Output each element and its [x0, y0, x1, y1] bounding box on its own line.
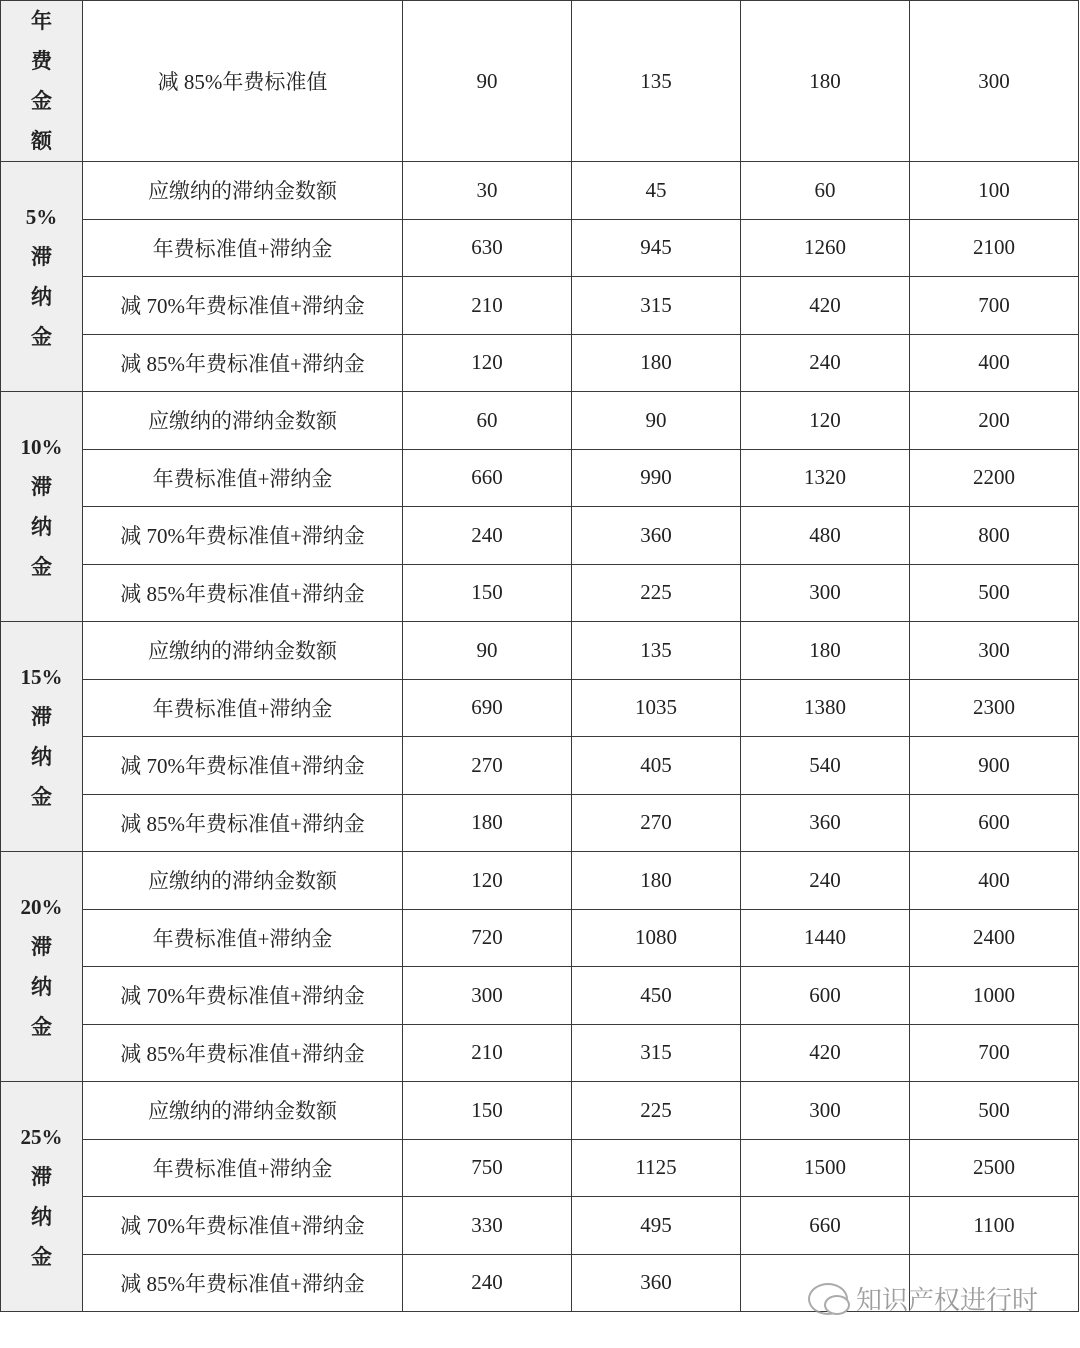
cell-value: 90 — [572, 392, 741, 450]
row-label: 减 85%年费标准值+滞纳金 — [83, 334, 403, 392]
table-row — [1, 1254, 1079, 1312]
cell-value: 330 — [403, 1197, 572, 1255]
cell-value: 900 — [910, 737, 1079, 795]
cell-value: 2500 — [910, 1139, 1079, 1197]
cell-value: 945 — [572, 219, 741, 277]
cell-value: 450 — [572, 967, 741, 1025]
row-label: 应缴纳的滞纳金数额 — [83, 622, 403, 680]
cell-value: 700 — [910, 277, 1079, 335]
cell-value: 2200 — [910, 449, 1079, 507]
row-label: 应缴纳的滞纳金数额 — [83, 162, 403, 220]
row-label: 年费标准值+滞纳金 — [83, 1139, 403, 1197]
table-row — [1, 1197, 1079, 1255]
cell-value: 2300 — [910, 679, 1079, 737]
cell-value: 1100 — [910, 1197, 1079, 1255]
row-label: 减 85%年费标准值+滞纳金 — [83, 794, 403, 852]
cell-value: 1440 — [741, 909, 910, 967]
cell-value: 180 — [572, 852, 741, 910]
cell-value: 60 — [741, 162, 910, 220]
table-row — [1, 564, 1079, 622]
table-row — [1, 449, 1079, 507]
cell-value — [910, 1254, 1079, 1312]
cell-value: 400 — [910, 334, 1079, 392]
cell-value: 240 — [403, 507, 572, 565]
cell-value: 135 — [572, 622, 741, 680]
cell-value: 750 — [403, 1139, 572, 1197]
row-label: 年费标准值+滞纳金 — [83, 909, 403, 967]
table-row — [1, 852, 1079, 910]
cell-value: 720 — [403, 909, 572, 967]
cell-value: 1000 — [910, 967, 1079, 1025]
group-label: 15% 滞 纳 金 — [1, 622, 83, 852]
cell-value: 660 — [741, 1197, 910, 1255]
row-label: 减 70%年费标准值+滞纳金 — [83, 507, 403, 565]
watermark: 知识产权进行时 — [808, 1280, 1038, 1317]
table-row — [1, 392, 1079, 450]
cell-value: 180 — [741, 622, 910, 680]
table-row — [1, 1139, 1079, 1197]
table-row — [1, 967, 1079, 1025]
cell-value: 90 — [403, 1, 572, 162]
cell-value: 210 — [403, 1024, 572, 1082]
table-row — [1, 162, 1079, 220]
cell-value: 660 — [403, 449, 572, 507]
cell-value: 360 — [572, 507, 741, 565]
cell-value: 180 — [741, 1, 910, 162]
cell-value: 300 — [741, 1082, 910, 1140]
row-label: 应缴纳的滞纳金数额 — [83, 852, 403, 910]
row-label: 应缴纳的滞纳金数额 — [83, 392, 403, 450]
table-row — [1, 909, 1079, 967]
cell-value: 420 — [741, 277, 910, 335]
row-label: 减 70%年费标准值+滞纳金 — [83, 1197, 403, 1255]
cell-value: 1320 — [741, 449, 910, 507]
cell-value: 600 — [741, 967, 910, 1025]
cell-value: 225 — [572, 1082, 741, 1140]
row-label: 减 70%年费标准值+滞纳金 — [83, 277, 403, 335]
table-row — [1, 794, 1079, 852]
row-label: 减 70%年费标准值+滞纳金 — [83, 967, 403, 1025]
cell-value: 150 — [403, 1082, 572, 1140]
cell-value: 270 — [572, 794, 741, 852]
group-label-annual-fee: 年 费 金 额 — [1, 1, 83, 162]
group-label: 25% 滞 纳 金 — [1, 1082, 83, 1312]
cell-value: 60 — [403, 392, 572, 450]
cell-value: 300 — [403, 967, 572, 1025]
cell-value: 150 — [403, 564, 572, 622]
cell-value: 700 — [910, 1024, 1079, 1082]
group-label: 10% 滞 纳 金 — [1, 392, 83, 622]
cell-value: 200 — [910, 392, 1079, 450]
cell-value: 120 — [741, 392, 910, 450]
table-row — [1, 507, 1079, 565]
cell-value: 500 — [910, 564, 1079, 622]
table-row — [1, 219, 1079, 277]
cell-value: 690 — [403, 679, 572, 737]
cell-value: 135 — [572, 1, 741, 162]
cell-value: 360 — [572, 1254, 741, 1312]
table-row — [1, 1024, 1079, 1082]
cell-value: 540 — [741, 737, 910, 795]
row-label: 年费标准值+滞纳金 — [83, 219, 403, 277]
row-label: 减 85%年费标准值+滞纳金 — [83, 1024, 403, 1082]
cell-value: 30 — [403, 162, 572, 220]
cell-value: 300 — [910, 1, 1079, 162]
cell-value: 1500 — [741, 1139, 910, 1197]
cell-value: 480 — [741, 507, 910, 565]
cell-value: 300 — [910, 622, 1079, 680]
cell-value: 180 — [403, 794, 572, 852]
cell-value: 360 — [741, 794, 910, 852]
cell-value: 2100 — [910, 219, 1079, 277]
table-row — [1, 679, 1079, 737]
cell-value: 2400 — [910, 909, 1079, 967]
cell-value: 300 — [741, 564, 910, 622]
cell-value: 315 — [572, 277, 741, 335]
cell-value: 500 — [910, 1082, 1079, 1140]
row-label: 年费标准值+滞纳金 — [83, 449, 403, 507]
cell-value: 90 — [403, 622, 572, 680]
row-label: 年费标准值+滞纳金 — [83, 679, 403, 737]
cell-value: 1080 — [572, 909, 741, 967]
cell-value: 120 — [403, 852, 572, 910]
cell-value: 240 — [741, 852, 910, 910]
cell-value: 270 — [403, 737, 572, 795]
table-row — [1, 622, 1079, 680]
row-label: 应缴纳的滞纳金数额 — [83, 1082, 403, 1140]
cell-value: 120 — [403, 334, 572, 392]
table-row — [1, 334, 1079, 392]
table-row — [1, 737, 1079, 795]
cell-value: 315 — [572, 1024, 741, 1082]
cell-value: 600 — [910, 794, 1079, 852]
cell-value: 800 — [910, 507, 1079, 565]
table-row — [1, 1082, 1079, 1140]
row-label: 减 85%年费标准值+滞纳金 — [83, 1254, 403, 1312]
cell-value: 180 — [572, 334, 741, 392]
group-label: 5% 滞 纳 金 — [1, 162, 83, 392]
cell-value: 240 — [741, 334, 910, 392]
cell-value: 990 — [572, 449, 741, 507]
cell-value — [741, 1254, 910, 1312]
cell-value: 630 — [403, 219, 572, 277]
cell-value: 1035 — [572, 679, 741, 737]
table-row — [1, 1, 1079, 162]
cell-value: 45 — [572, 162, 741, 220]
cell-value: 405 — [572, 737, 741, 795]
row-label: 减 85%年费标准值+滞纳金 — [83, 564, 403, 622]
row-label: 减 85%年费标准值 — [83, 1, 403, 162]
cell-value: 400 — [910, 852, 1079, 910]
row-label: 减 70%年费标准值+滞纳金 — [83, 737, 403, 795]
cell-value: 240 — [403, 1254, 572, 1312]
cell-value: 100 — [910, 162, 1079, 220]
cell-value: 210 — [403, 277, 572, 335]
cell-value: 495 — [572, 1197, 741, 1255]
group-label: 20% 滞 纳 金 — [1, 852, 83, 1082]
cell-value: 1260 — [741, 219, 910, 277]
cell-value: 1125 — [572, 1139, 741, 1197]
cell-value: 1380 — [741, 679, 910, 737]
cell-value: 420 — [741, 1024, 910, 1082]
table-row — [1, 277, 1079, 335]
cell-value: 225 — [572, 564, 741, 622]
